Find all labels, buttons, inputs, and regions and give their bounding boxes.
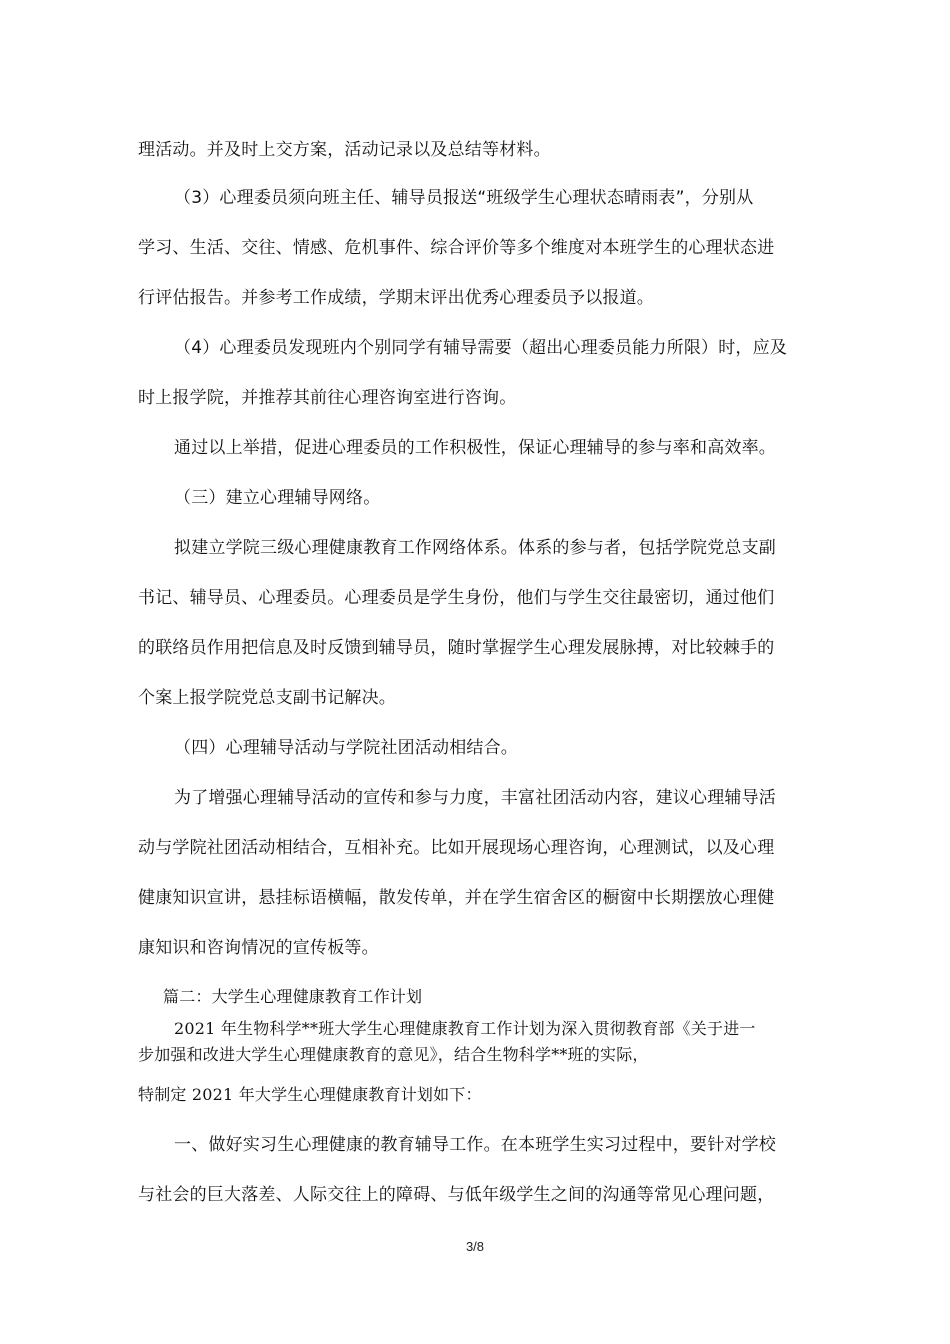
paragraph-line: 理活动。并及时上交方案，活动记录以及总结等材料。 <box>138 140 551 160</box>
paragraph-line: 行评估报告。并参考工作成绩，学期末评出优秀心理委员予以报道。 <box>138 288 654 308</box>
paragraph-line: 与社会的巨大落差、人际交往上的障碍、与低年级学生之间的沟通等常见心理问题， <box>138 1185 775 1205</box>
paragraph-line: 康知识和咨询情况的宣传板等。 <box>138 938 379 958</box>
paragraph-line: 2021 年生物科学**班大学生心理健康教育工作计划为深入贯彻教育部《关于进一 <box>174 1019 756 1038</box>
paragraph-line: 学习、生活、交往、情感、危机事件、综合评价等多个维度对本班学生的心理状态进 <box>138 238 775 258</box>
paragraph-line: （4）心理委员发现班内个别同学有辅导需要（超出心理委员能力所限）时，应及 <box>174 338 788 358</box>
chapter-title: 篇二：大学生心理健康教育工作计划 <box>163 987 423 1006</box>
paragraph-line: 一、做好实习生心理健康的教育辅导工作。在本班学生实习过程中，要针对学校 <box>174 1135 776 1155</box>
paragraph-line: 健康知识宣讲，悬挂标语横幅，散发传单，并在学生宿舍区的橱窗中长期摆放心理健 <box>138 888 775 908</box>
paragraph-line: 通过以上举措，促进心理委员的工作积极性，保证心理辅导的参与率和高效率。 <box>174 438 776 458</box>
page-number: 3/8 <box>465 1239 485 1254</box>
paragraph-line: 动与学院社团活动相结合，互相补充。比如开展现场心理咨询，心理测试，以及心理 <box>138 838 775 858</box>
paragraph-line: 时上报学院，并推荐其前往心理咨询室进行咨询。 <box>138 388 517 408</box>
section-heading: （四）心理辅导活动与学院社团活动相结合。 <box>174 738 518 758</box>
paragraph-line: 为了增强心理辅导活动的宣传和参与力度，丰富社团活动内容，建议心理辅导活 <box>174 788 776 808</box>
paragraph-line: 个案上报学院党总支副书记解决。 <box>138 688 396 708</box>
section-heading: （三）建立心理辅导网络。 <box>174 488 381 508</box>
paragraph-line: 拟建立学院三级心理健康教育工作网络体系。体系的参与者，包括学院党总支副 <box>174 538 776 558</box>
paragraph-line: 的联络员作用把信息及时反馈到辅导员，随时掌握学生心理发展脉搏，对比较棘手的 <box>138 638 775 658</box>
paragraph-line: 步加强和改进大学生心理健康教育的意见》，结合生物科学**班的实际， <box>138 1045 649 1064</box>
paragraph-line: 书记、辅导员、心理委员。心理委员是学生身份，他们与学生交往最密切，通过他们 <box>138 588 775 608</box>
paragraph-line: （3）心理委员须向班主任、辅导员报送“班级学生心理状态晴雨表”，分别从 <box>174 188 754 208</box>
paragraph-line: 特制定 2021 年大学生心理健康教育计划如下： <box>138 1085 482 1104</box>
